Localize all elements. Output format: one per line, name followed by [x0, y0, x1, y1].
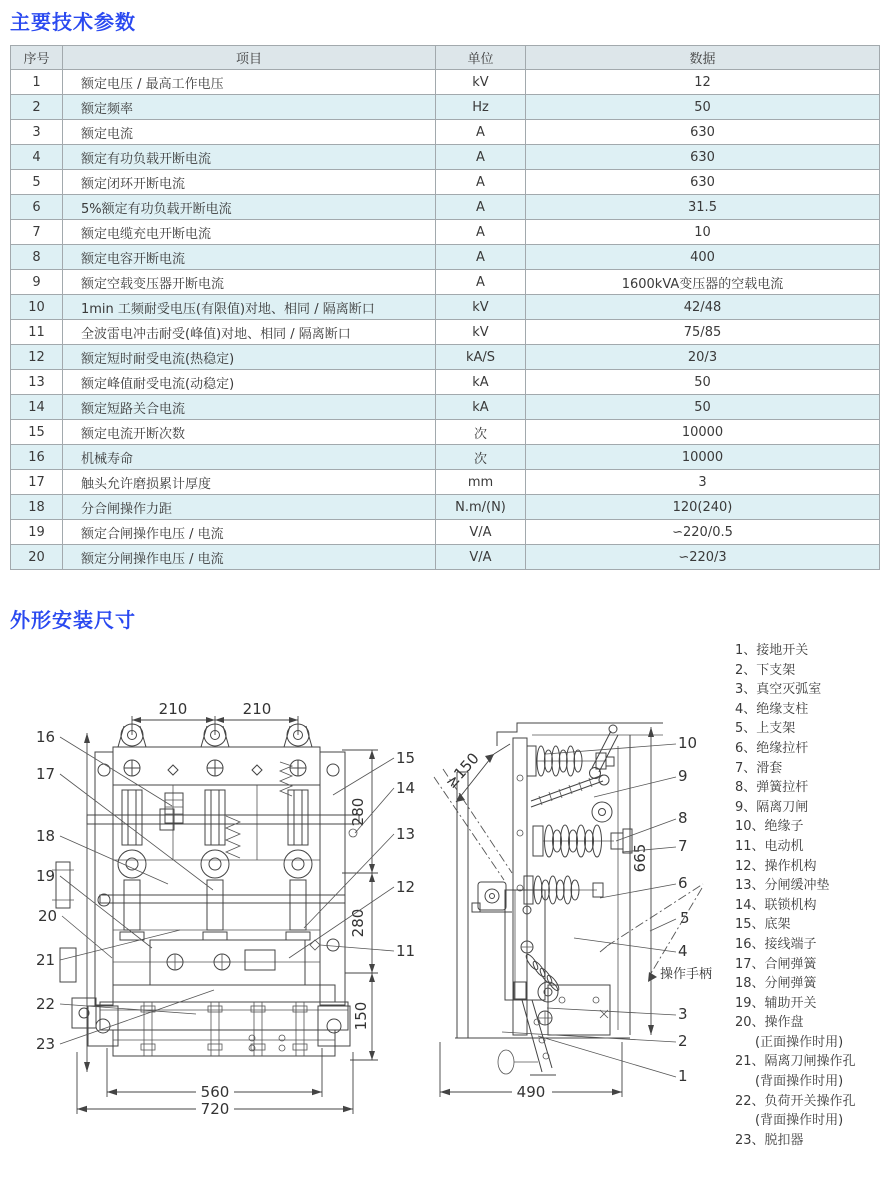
table-cell: V/A: [436, 545, 526, 570]
callout-5: 5: [680, 909, 690, 927]
dim-210-right: 210: [242, 700, 272, 718]
table-cell: 14: [11, 395, 63, 420]
table-cell: A: [436, 220, 526, 245]
table-cell: A: [436, 120, 526, 145]
callout-8: 8: [678, 809, 688, 827]
legend-item: 14、联锁机构: [735, 897, 817, 913]
legend-item: (背面操作时用): [755, 1113, 844, 1129]
callout-3: 3: [678, 1005, 688, 1023]
legend-item: 20、操作盘: [735, 1015, 804, 1031]
callout-19: 19: [36, 867, 56, 885]
table-row: [11, 395, 880, 420]
table-cell: N.m/(N): [436, 495, 526, 520]
table-row: [11, 345, 880, 370]
callout-21: 21: [36, 951, 56, 969]
callout-14: 14: [396, 779, 416, 797]
callout-22: 22: [36, 995, 56, 1013]
table-row: [11, 295, 880, 320]
table-cell: A: [436, 245, 526, 270]
table-cell: A: [436, 170, 526, 195]
table-cell: 10: [526, 220, 880, 245]
callout-23: 23: [36, 1035, 56, 1053]
table-cell: 42/48: [526, 295, 880, 320]
table-cell: 额定短时耐受电流(热稳定): [63, 345, 436, 370]
table-cell: 18: [11, 495, 63, 520]
table-cell: 31.5: [526, 195, 880, 220]
callout-7: 7: [678, 837, 688, 855]
parameters-table: [10, 45, 880, 570]
table-cell: 额定峰值耐受电流(动稳定): [63, 370, 436, 395]
table-row: [11, 220, 880, 245]
section-title-parameters: 主要技术参数: [10, 10, 136, 34]
table-header-row: [11, 46, 880, 70]
header-data: 数据: [526, 46, 880, 70]
legend-item: 22、负荷开关操作孔: [735, 1093, 856, 1109]
table-cell: kA: [436, 395, 526, 420]
header-no: 序号: [11, 46, 63, 70]
table-cell: 12: [526, 70, 880, 95]
callout-1: 1: [678, 1067, 688, 1085]
legend-item: 9、隔离刀闸: [735, 799, 809, 815]
table-row: [11, 545, 880, 570]
legend-item: 21、隔离刀闸操作孔: [735, 1054, 856, 1070]
table-cell: 额定电容开断电流: [63, 245, 436, 270]
table-cell: 630: [526, 120, 880, 145]
table-cell: kV: [436, 320, 526, 345]
legend-item: 6、绝缘拉杆: [735, 740, 809, 756]
table-cell: 额定合闸操作电压 / 电流: [63, 520, 436, 545]
table-row: [11, 145, 880, 170]
parameters-table-body: [11, 70, 880, 570]
table-cell: 额定闭环开断电流: [63, 170, 436, 195]
legend-item: 12、操作机构: [735, 858, 817, 874]
table-row: [11, 445, 880, 470]
callout-2: 2: [678, 1032, 688, 1050]
table-cell: 9: [11, 270, 63, 295]
table-cell: 13: [11, 370, 63, 395]
callout-11: 11: [396, 942, 416, 960]
table-row: [11, 95, 880, 120]
table-cell: 次: [436, 420, 526, 445]
table-cell: ∽220/3: [526, 545, 880, 570]
callout-16: 16: [36, 728, 56, 746]
table-cell: 17: [11, 470, 63, 495]
table-cell: 额定电缆充电开断电流: [63, 220, 436, 245]
table-cell: kV: [436, 70, 526, 95]
legend-item: 23、脱扣器: [735, 1132, 804, 1148]
legend-item: 5、上支架: [735, 721, 796, 737]
dim-280-upper: 280: [349, 797, 367, 827]
callout-12: 12: [396, 878, 416, 896]
table-cell: 20/3: [526, 345, 880, 370]
callout-15: 15: [396, 749, 416, 767]
table-cell: 7: [11, 220, 63, 245]
dim-490: 490: [516, 1083, 546, 1101]
dim-665: 665: [631, 843, 649, 873]
table-cell: Hz: [436, 95, 526, 120]
dim-210-left: 210: [158, 700, 188, 718]
table-cell: kV: [436, 295, 526, 320]
dim-720: 720: [200, 1100, 230, 1118]
legend-item: 1、接地开关: [735, 643, 809, 658]
table-cell: 630: [526, 145, 880, 170]
table-row: [11, 170, 880, 195]
table-cell: 75/85: [526, 320, 880, 345]
table-cell: kA: [436, 370, 526, 395]
table-row: [11, 270, 880, 295]
table-cell: 16: [11, 445, 63, 470]
dim-560: 560: [200, 1083, 230, 1101]
table-cell: 50: [526, 95, 880, 120]
table-cell: 额定短路关合电流: [63, 395, 436, 420]
header-item: 项目: [63, 46, 436, 70]
legend-item: 2、下支架: [735, 662, 796, 678]
table-cell: 额定空载变压器开断电流: [63, 270, 436, 295]
table-cell: 3: [11, 120, 63, 145]
table-cell: kA/S: [436, 345, 526, 370]
table-cell: 全波雷电冲击耐受(峰值)对地、相同 / 隔离断口: [63, 320, 436, 345]
side-view-drawing: [434, 723, 712, 1101]
callout-10: 10: [678, 734, 698, 752]
callout-6: 6: [678, 874, 688, 892]
dim-280-lower: 280: [349, 908, 367, 938]
dim-150: 150: [352, 1001, 370, 1031]
table-cell: 19: [11, 520, 63, 545]
table-cell: 11: [11, 320, 63, 345]
handle-label: 操作手柄: [660, 967, 713, 982]
legend-item: 10、绝缘子: [735, 819, 804, 835]
legend-item: 3、真空灭弧室: [735, 682, 822, 698]
legend-item: 11、电动机: [735, 838, 804, 854]
callout-18: 18: [36, 827, 56, 845]
table-cell: 6: [11, 195, 63, 220]
table-cell: 20: [11, 545, 63, 570]
table-cell: 次: [436, 445, 526, 470]
callout-13: 13: [396, 825, 416, 843]
legend-item: 19、辅助开关: [735, 995, 817, 1011]
table-cell: ∽220/0.5: [526, 520, 880, 545]
table-row: [11, 320, 880, 345]
table-cell: 额定分闸操作电压 / 电流: [63, 545, 436, 570]
legend-item: (背面操作时用): [755, 1074, 844, 1090]
table-cell: 50: [526, 370, 880, 395]
legend-item: 17、合闸弹簧: [735, 956, 817, 972]
table-cell: 机械寿命: [63, 445, 436, 470]
table-cell: 额定电压 / 最高工作电压: [63, 70, 436, 95]
table-cell: 分合闸操作力距: [63, 495, 436, 520]
table-cell: 1600kVA变压器的空载电流: [526, 270, 880, 295]
legend-item: (正面操作时用): [755, 1034, 844, 1050]
table-cell: 额定有功负载开断电流: [63, 145, 436, 170]
table-cell: 1: [11, 70, 63, 95]
table-cell: 15: [11, 420, 63, 445]
table-cell: 8: [11, 245, 63, 270]
table-cell: 触头允许磨损累计厚度: [63, 470, 436, 495]
table-cell: 额定电流开断次数: [63, 420, 436, 445]
parts-legend: [735, 641, 887, 1150]
table-row: [11, 470, 880, 495]
header-unit: 单位: [436, 46, 526, 70]
table-cell: 10000: [526, 420, 880, 445]
legend-item: 18、分闸弹簧: [735, 976, 817, 992]
legend-item: 8、弹簧拉杆: [735, 780, 809, 796]
legend-item: 4、绝缘支柱: [735, 701, 809, 717]
installation-drawing: [0, 632, 745, 1204]
callout-20: 20: [38, 907, 58, 925]
table-cell: 5: [11, 170, 63, 195]
table-cell: 50: [526, 395, 880, 420]
legend-item: 16、接线端子: [735, 936, 817, 952]
table-cell: 12: [11, 345, 63, 370]
front-view-drawing: [36, 700, 415, 1118]
table-cell: A: [436, 195, 526, 220]
table-cell: A: [436, 270, 526, 295]
table-cell: 额定电流: [63, 120, 436, 145]
table-row: [11, 370, 880, 395]
legend-item: 13、分闸缓冲垫: [735, 878, 830, 894]
table-cell: 120(240): [526, 495, 880, 520]
table-row: [11, 70, 880, 95]
callout-17: 17: [36, 765, 56, 783]
table-cell: 3: [526, 470, 880, 495]
table-row: [11, 195, 880, 220]
legend-item: 7、滑套: [735, 760, 783, 776]
table-row: [11, 120, 880, 145]
table-cell: mm: [436, 470, 526, 495]
callout-4: 4: [678, 942, 688, 960]
table-cell: V/A: [436, 520, 526, 545]
table-cell: 4: [11, 145, 63, 170]
table-row: [11, 495, 880, 520]
table-cell: 10000: [526, 445, 880, 470]
callout-9: 9: [678, 767, 688, 785]
table-cell: 1min 工频耐受电压(有限值)对地、相同 / 隔离断口: [63, 295, 436, 320]
table-row: [11, 420, 880, 445]
table-cell: 10: [11, 295, 63, 320]
table-cell: 额定频率: [63, 95, 436, 120]
table-row: [11, 520, 880, 545]
section-title-dimensions: 外形安装尺寸: [10, 608, 136, 632]
table-cell: 2: [11, 95, 63, 120]
legend-item: 15、底架: [735, 917, 791, 933]
table-cell: 400: [526, 245, 880, 270]
table-cell: 630: [526, 170, 880, 195]
table-cell: A: [436, 145, 526, 170]
table-row: [11, 245, 880, 270]
table-cell: 5%额定有功负载开断电流: [63, 195, 436, 220]
dim-clearance: ≥150: [441, 749, 483, 792]
